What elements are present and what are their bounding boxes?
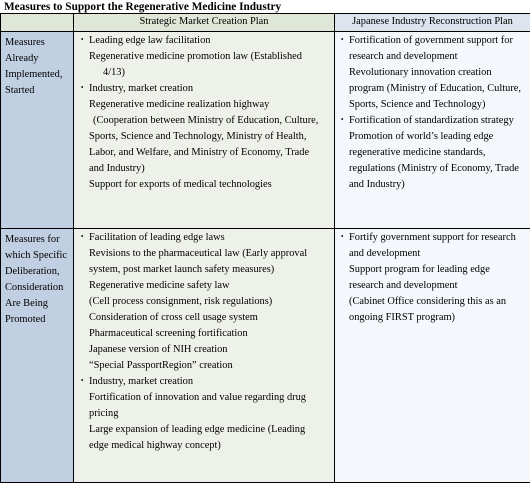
row-label-line: Deliberation, (5, 264, 71, 280)
sub-item-text: Labor, and Welfare, and Ministry of Economy, Trade (77, 145, 332, 161)
sub-item-text: Regenerative medicine safety law (77, 278, 332, 294)
sub-item-text: regenerative medicine standards, (337, 145, 528, 161)
measures-table (0, 13, 530, 483)
sub-item-text: 4/13) (77, 65, 332, 81)
sub-item-text: and development (337, 246, 528, 262)
sub-item-text: Support program for leading edge (337, 262, 528, 278)
bullet-item (77, 33, 332, 49)
sub-item-text: pricing (77, 406, 332, 422)
sub-item-text: Consideration of cross cell usage system (77, 310, 332, 326)
bullet-mark: ・ (337, 113, 349, 129)
sub-item-text: research and development (337, 49, 528, 65)
sub-item-text: Sports, Science and Technology) (337, 97, 528, 113)
bullet-item (337, 113, 528, 129)
row-label-line: Are Being (5, 296, 71, 312)
row-label-line: Measures (5, 35, 71, 51)
row-label-line: Measures for (5, 232, 71, 248)
sub-item-text: (Cooperation between Ministry of Education, Culture, (77, 113, 332, 129)
bullet-text: Fortification of government support for (349, 35, 513, 46)
table-row-deliberation (1, 229, 530, 483)
bullet-item (337, 33, 528, 49)
sub-item-text: and Industry) (337, 177, 528, 193)
sub-item-text: Revolutionary innovation creation (337, 65, 528, 81)
bullet-item (77, 374, 332, 390)
header-corner-cell (1, 14, 74, 32)
sub-item-text: Revisions to the pharmaceutical law (Early approval (77, 246, 332, 262)
bullet-mark: ・ (77, 374, 89, 390)
row-label-line: Promoted (5, 312, 71, 328)
strategic-cell-deliberation (74, 229, 335, 483)
bullet-item (337, 230, 528, 246)
sub-item-text: Regenerative medicine realization highway (77, 97, 332, 113)
sub-item-text: Large expansion of leading edge medicine (Leading (77, 422, 332, 438)
table-header-row (1, 14, 530, 32)
strategic-cell-implemented (74, 32, 335, 229)
bullet-mark: ・ (337, 230, 349, 246)
sub-item-text: (Cell process consignment, risk regulations) (77, 294, 332, 310)
sub-item-text: and Industry) (77, 161, 332, 177)
sub-item-text: regulations (Ministry of Economy, Trade (337, 161, 528, 177)
header-japanese-industry-reconstruction-plan: Japanese Industry Reconstruction Plan (335, 14, 530, 32)
bullet-mark: ・ (77, 81, 89, 97)
sub-item-text: Pharmaceutical screening fortification (77, 326, 332, 342)
bullet-text: Leading edge law facilitation (89, 35, 210, 46)
row-label-line: Consideration (5, 280, 71, 296)
bullet-text: Industry, market creation (89, 83, 193, 94)
sub-item-text: system, post market launch safety measures) (77, 262, 332, 278)
japanese-cell-deliberation (335, 229, 530, 483)
sub-item-text: Promotion of world’s leading edge (337, 129, 528, 145)
sub-item-text: program (Ministry of Education, Culture, (337, 81, 528, 97)
row-label-line: which Specific (5, 248, 71, 264)
page-title: Measures to Support the Regenerative Medicine Industry (4, 0, 281, 14)
bullet-mark: ・ (77, 230, 89, 246)
japanese-cell-implemented (335, 32, 530, 229)
row-label-implemented (1, 32, 74, 229)
row-label-deliberation (1, 229, 74, 483)
sub-item-text: Sports, Science and Technology, Ministry of Health, (77, 129, 332, 145)
bullet-text: Fortification of standardization strategy (349, 115, 514, 126)
sub-item-text: ongoing FIRST program) (337, 310, 528, 326)
sub-item-text: Support for exports of medical technologies (77, 177, 332, 193)
bullet-text: Fortify government support for research (349, 232, 516, 243)
sub-item-text: edge medical highway concept) (77, 438, 332, 454)
sub-item-text: Japanese version of NIH creation (77, 342, 332, 358)
table-row-implemented (1, 32, 530, 229)
bullet-mark: ・ (77, 33, 89, 49)
bullet-text: Facilitation of leading edge laws (89, 232, 225, 243)
sub-item-text: Fortification of innovation and value regarding drug (77, 390, 332, 406)
sub-item-text: (Cabinet Office considering this as an (337, 294, 528, 310)
bullet-text: Industry, market creation (89, 376, 193, 387)
header-strategic-market-creation-plan: Strategic Market Creation Plan (74, 14, 335, 32)
row-label-line: Already (5, 51, 71, 67)
bullet-item (77, 81, 332, 97)
bullet-item (77, 230, 332, 246)
sub-item-text: research and development (337, 278, 528, 294)
sub-item-text: “Special PassportRegion” creation (77, 358, 332, 374)
bullet-mark: ・ (337, 33, 349, 49)
sub-item-text: Regenerative medicine promotion law (Established (77, 49, 332, 65)
row-label-line: Implemented, (5, 67, 71, 83)
row-label-line: Started (5, 83, 71, 99)
